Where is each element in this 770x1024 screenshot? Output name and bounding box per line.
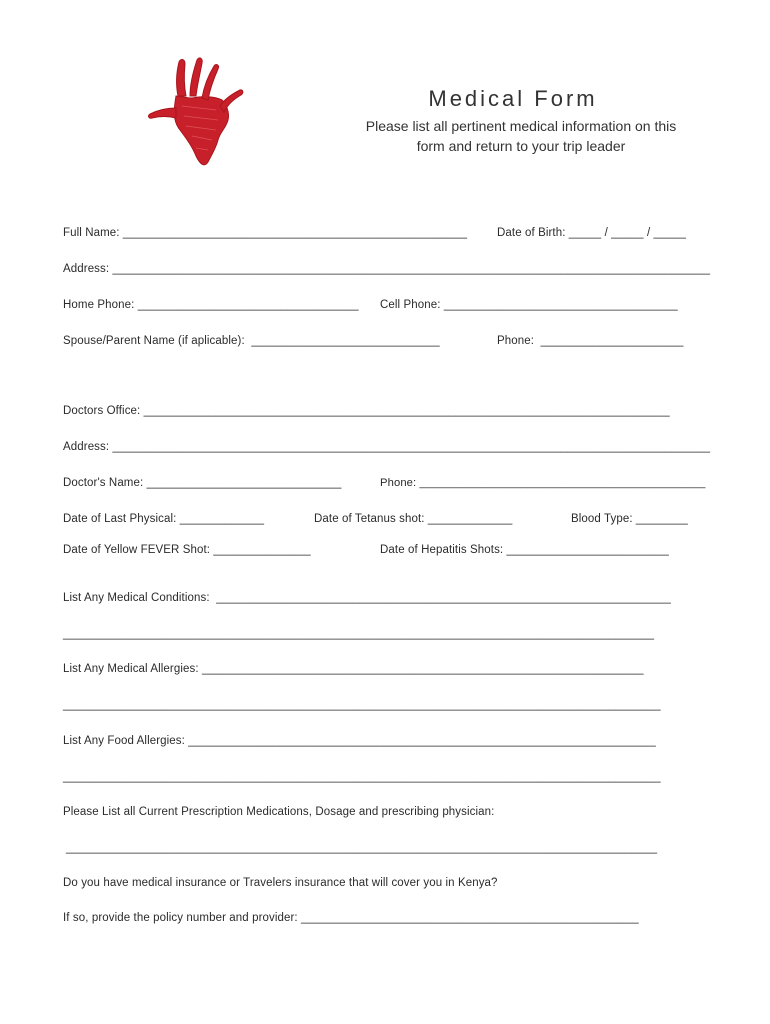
doctor-phone-field[interactable]: Phone: _____________________________________________ xyxy=(380,477,706,489)
food-allergies-continued-field[interactable]: ____________________________________________________________________________________________ xyxy=(63,771,661,783)
date-of-birth-field[interactable]: Date of Birth: _____ / _____ / _____ xyxy=(497,227,687,239)
prescriptions-field[interactable]: ___________________________________________________________________________________________ xyxy=(66,842,658,854)
doctors-office-field[interactable]: Doctors Office: _________________________________________________________________________________ xyxy=(63,405,670,417)
medical-allergies-continued-field[interactable]: ____________________________________________________________________________________________ xyxy=(63,699,661,711)
form-subtitle-line-2: form and return to your trip leader xyxy=(416,138,626,154)
medical-allergies-field[interactable]: List Any Medical Allergies: ____________________________________________________________________ xyxy=(63,663,644,675)
policy-number-field[interactable]: If so, provide the policy number and provider: ____________________________________________________ xyxy=(63,912,639,924)
form-subtitle-line-1: Please list all pertinent medical information on this xyxy=(365,118,677,134)
last-physical-field[interactable]: Date of Last Physical: _____________ xyxy=(63,513,265,525)
address-field[interactable]: Address: ____________________________________________________________________________________________ xyxy=(63,263,711,275)
prescriptions-label: Please List all Current Prescription Medications, Dosage and prescribing physician: xyxy=(63,806,495,818)
tetanus-shot-field[interactable]: Date of Tetanus shot: _____________ xyxy=(314,513,513,525)
spouse-phone-field[interactable]: Phone: ______________________ xyxy=(497,335,684,347)
doctor-name-field[interactable]: Doctor's Name: ______________________________ xyxy=(63,477,342,489)
blood-type-field[interactable]: Blood Type: ________ xyxy=(571,513,688,525)
medical-conditions-field[interactable]: List Any Medical Conditions: ______________________________________________________________________ xyxy=(63,592,671,604)
medical-conditions-continued-field[interactable]: ___________________________________________________________________________________________ xyxy=(63,628,655,640)
yellow-fever-shot-field[interactable]: Date of Yellow FEVER Shot: _______________ xyxy=(63,544,311,556)
doctor-address-field[interactable]: Address: ____________________________________________________________________________________________ xyxy=(63,441,711,453)
cell-phone-field[interactable]: Cell Phone: ____________________________________ xyxy=(380,299,678,311)
hepatitis-shots-field[interactable]: Date of Hepatitis Shots: _________________________ xyxy=(380,544,669,556)
full-name-field[interactable]: Full Name: _____________________________________________________ xyxy=(63,227,468,239)
food-allergies-field[interactable]: List Any Food Allergies: ________________________________________________________________________ xyxy=(63,735,656,747)
form-title: Medical Form xyxy=(428,86,598,111)
insurance-question-label: Do you have medical insurance or Travelers insurance that will cover you in Kenya? xyxy=(63,877,498,889)
hand-africa-logo-icon xyxy=(146,56,252,172)
spouse-parent-name-field[interactable]: Spouse/Parent Name (if aplicable): _____________________________ xyxy=(63,335,440,347)
home-phone-field[interactable]: Home Phone: __________________________________ xyxy=(63,299,359,311)
